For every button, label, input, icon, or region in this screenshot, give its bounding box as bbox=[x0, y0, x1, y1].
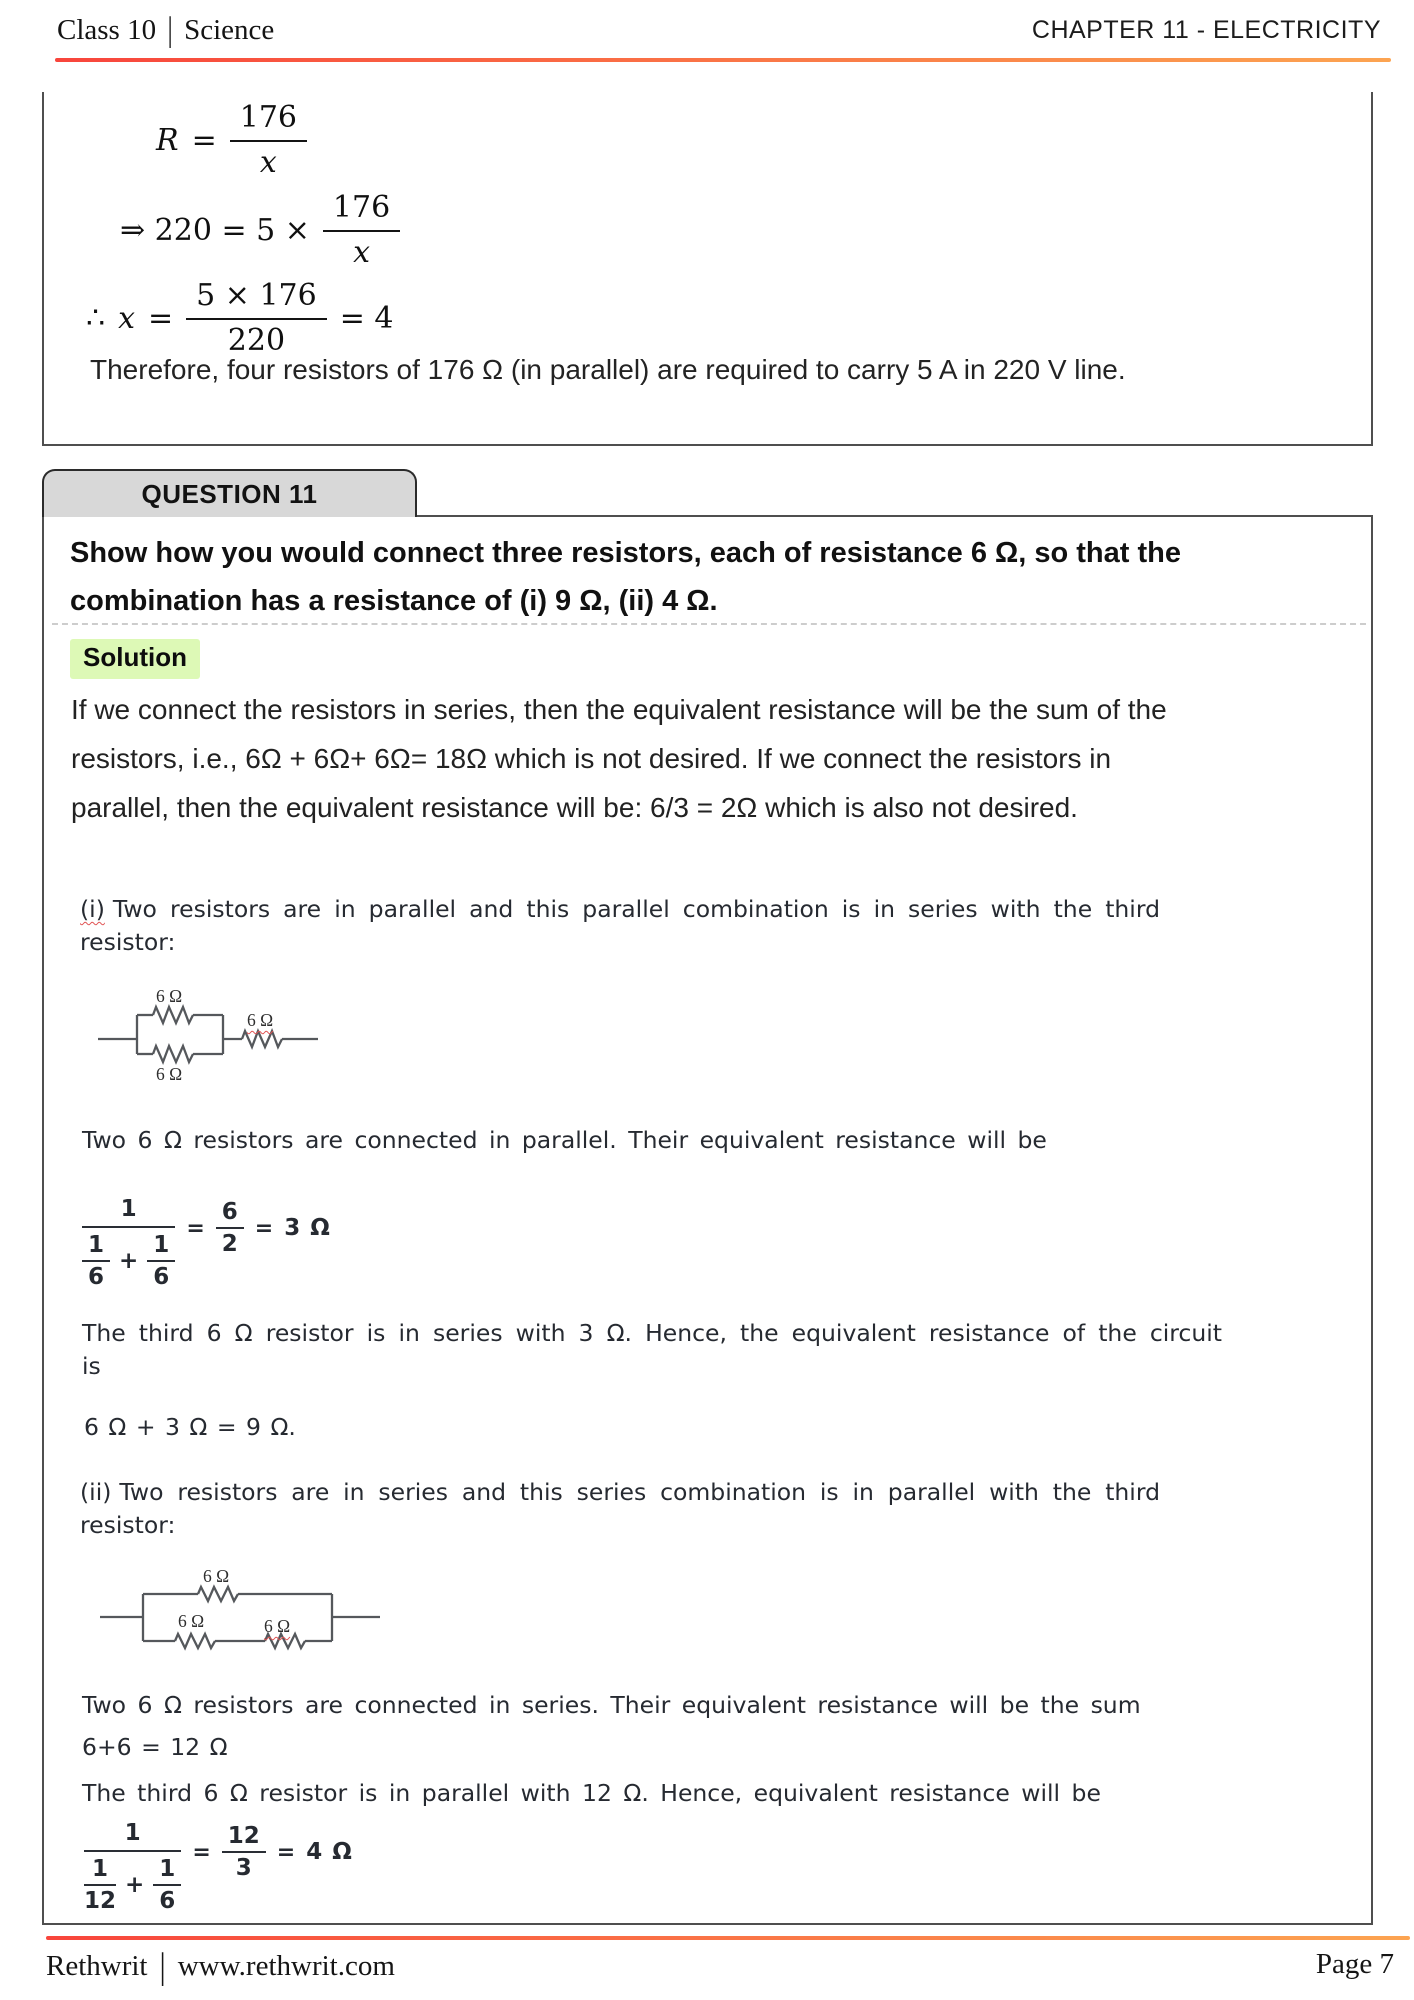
equals-sign: = bbox=[186, 1215, 205, 1241]
eq-relation: = bbox=[191, 122, 217, 158]
conclusion-text: Therefore, four resistors of 176 Ω (in parallel) are required to carry 5 A in 220 V line. bbox=[90, 354, 1126, 385]
small-fraction-numerator: 1 bbox=[84, 1856, 116, 1886]
solution-badge: Solution bbox=[70, 639, 200, 679]
part-ii-series-line: Two 6 Ω resistors are connected in series. Their equivalent resistance will be the sum bbox=[82, 1691, 1141, 1719]
part-i-marker: (i) bbox=[80, 895, 105, 923]
footer-separator: | bbox=[159, 1944, 166, 1987]
part-ii-heading-text: Two resistors are in series and this series combination is in parallel with the third resistor: bbox=[80, 1478, 1160, 1539]
mid-fraction-numerator: 6 bbox=[216, 1199, 244, 1229]
header-separator: | bbox=[167, 10, 174, 49]
parallel-series-circuit-diagram bbox=[96, 969, 326, 1104]
mid-fraction bbox=[216, 1199, 244, 1257]
small-fraction-numerator: 1 bbox=[147, 1232, 175, 1262]
circuit-wires bbox=[96, 969, 326, 1104]
part-i-heading-text: Two resistors are in parallel and this parallel combination is in series with the third resistor: bbox=[80, 895, 1160, 956]
mid-fraction bbox=[222, 1823, 266, 1881]
mid-fraction-denominator: 2 bbox=[221, 1231, 238, 1257]
fraction bbox=[323, 190, 400, 270]
fraction-denominator: x bbox=[259, 145, 277, 180]
footer-accent-rule bbox=[46, 1936, 1410, 1940]
big-fraction-numerator: 1 bbox=[82, 1196, 175, 1228]
small-fraction-numerator: 1 bbox=[153, 1856, 181, 1886]
resistor-label-bottom-left: 6 Ω bbox=[178, 1611, 205, 1631]
header-accent-rule bbox=[55, 58, 1391, 62]
part-i-heading bbox=[80, 893, 1160, 959]
subject-label: Science bbox=[184, 13, 275, 46]
dashed-divider bbox=[52, 623, 1366, 625]
small-fraction-denominator: 12 bbox=[84, 1888, 117, 1914]
header-course-title bbox=[57, 10, 275, 49]
fraction-denominator: x bbox=[353, 235, 370, 270]
course-label: Class 10 bbox=[57, 13, 157, 46]
resistor-label-series: 6 Ω bbox=[247, 1010, 274, 1030]
part-i-sum-text: 6 Ω + 3 Ω = 9 Ω. bbox=[84, 1413, 296, 1441]
fraction-numerator: 5 × 176 bbox=[186, 278, 327, 320]
small-fraction bbox=[147, 1232, 175, 1290]
part-ii-equation bbox=[84, 1805, 353, 1914]
eq-result: = 4 bbox=[339, 300, 394, 336]
small-fraction bbox=[82, 1232, 110, 1290]
resistor-label-top: 6 Ω bbox=[203, 1566, 230, 1586]
fraction-numerator: 176 bbox=[323, 190, 400, 232]
eq-variable: x bbox=[118, 300, 136, 336]
equals-sign: = bbox=[254, 1215, 274, 1241]
therefore-symbol: ∴ bbox=[86, 300, 106, 336]
part-ii-parallel-text: The third 6 Ω resistor is in parallel with 12 Ω. Hence, equivalent resistance will be bbox=[82, 1779, 1101, 1807]
part-i-series-text: The third 6 Ω resistor is in series with 3 Ω. Hence, the equivalent resistance of the circuit is bbox=[82, 1319, 1222, 1380]
question-tab: QUESTION 11 bbox=[42, 469, 417, 517]
big-fraction-denominator bbox=[84, 1852, 181, 1914]
mid-fraction-denominator: 3 bbox=[235, 1855, 252, 1881]
part-i-equation bbox=[82, 1181, 331, 1290]
circuit-wires bbox=[98, 1563, 388, 1668]
footer-brand bbox=[46, 1944, 395, 1987]
eq-relation: = bbox=[148, 300, 174, 336]
plus-sign: + bbox=[119, 1248, 139, 1274]
question-box bbox=[42, 515, 1373, 1925]
small-fraction-denominator: 6 bbox=[88, 1264, 105, 1290]
brand-name: Rethwrit bbox=[46, 1949, 148, 1982]
question-text: Show how you would connect three resistors, each of resistance 6 Ω, so that the combination has a resistance of (i) 9 Ω, (ii) 4 Ω. bbox=[70, 537, 1181, 617]
resistor-label-bottom: 6 Ω bbox=[156, 1064, 183, 1084]
small-fraction-denominator: 6 bbox=[153, 1264, 170, 1290]
part-ii-marker: (ii) bbox=[80, 1478, 112, 1506]
brand-url: www.rethwrit.com bbox=[177, 1949, 395, 1982]
equation-r bbox=[156, 100, 307, 180]
equals-sign: = bbox=[276, 1839, 296, 1865]
page-number: Page 7 bbox=[1315, 1948, 1394, 1980]
small-fraction bbox=[84, 1856, 116, 1914]
mid-fraction-numerator: 12 bbox=[222, 1823, 266, 1853]
big-fraction-denominator bbox=[82, 1228, 175, 1290]
plus-sign: + bbox=[125, 1872, 145, 1898]
part-ii-heading bbox=[80, 1476, 1160, 1542]
series-parallel-circuit-diagram bbox=[98, 1563, 388, 1668]
eq-variable: R bbox=[156, 122, 179, 158]
solution-intro-text: If we connect the resistors in series, then the equivalent resistance will be the sum of the resistors, i.e., 6Ω + 6Ω+ 6Ω= 18Ω which is not desired. If we connect the resistors in parallel, then the equivalent resistance will be: 6/3 = 2Ω which is also not desired. bbox=[71, 694, 1167, 823]
big-fraction-numerator: 1 bbox=[84, 1820, 181, 1852]
big-fraction bbox=[84, 1820, 181, 1914]
big-fraction bbox=[82, 1196, 175, 1290]
fraction-numerator: 176 bbox=[230, 100, 307, 142]
small-fraction-numerator: 1 bbox=[82, 1232, 110, 1262]
resistor-label-bottom-right: 6 Ω bbox=[264, 1616, 291, 1636]
part-ii-series-text bbox=[82, 1689, 1222, 1764]
part-i-parallel-text: Two 6 Ω resistors are connected in parallel. Their equivalent resistance will be bbox=[82, 1126, 1047, 1154]
eq-lead: ⇒ 220 = 5 × bbox=[120, 212, 310, 248]
equation-result: 3 Ω bbox=[284, 1215, 331, 1241]
small-fraction-denominator: 6 bbox=[159, 1888, 176, 1914]
fraction-denominator: 220 bbox=[227, 323, 286, 358]
small-fraction bbox=[153, 1856, 181, 1914]
fraction bbox=[230, 100, 307, 180]
previous-solution-box bbox=[42, 92, 1373, 446]
chapter-title: CHAPTER 11 - ELECTRICITY bbox=[1031, 16, 1381, 44]
resistor-label-top: 6 Ω bbox=[156, 986, 183, 1006]
equals-sign: = bbox=[192, 1839, 211, 1865]
part-ii-sum-text: 6+6 = 12 Ω bbox=[82, 1733, 228, 1761]
equation-implies bbox=[120, 190, 400, 270]
equation-result: 4 Ω bbox=[306, 1839, 353, 1865]
